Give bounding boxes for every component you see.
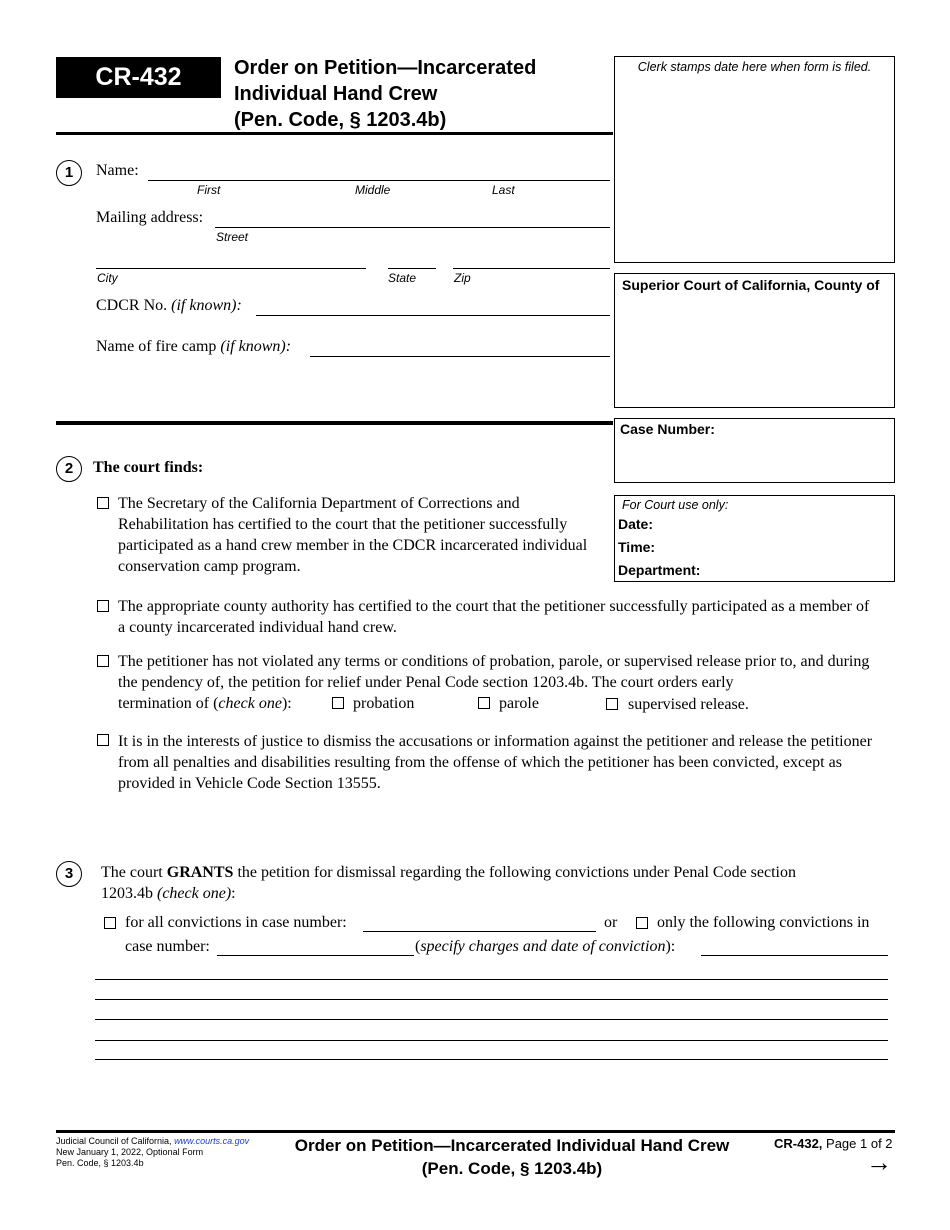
or-label: or: [604, 914, 618, 931]
court-department-label: Department:: [618, 562, 701, 578]
all-convictions-case-field[interactable]: [363, 931, 596, 932]
footer-form-number: CR-432,: [774, 1136, 823, 1151]
footer-revised: New January 1, 2022, Optional Form: [56, 1147, 204, 1157]
city-field[interactable]: [96, 268, 366, 269]
courts-website-link[interactable]: www.courts.ca.gov: [174, 1136, 250, 1146]
footer-page-number: Page 1 of 2: [822, 1136, 893, 1151]
state-caption: State: [388, 271, 417, 285]
zip-field[interactable]: [453, 268, 610, 269]
court-use-box: [614, 495, 895, 582]
header-rule: [56, 132, 613, 135]
probation-checkbox[interactable]: [332, 697, 344, 709]
footer-code: Pen. Code, § 1203.4b: [56, 1158, 144, 1168]
cdcr-field[interactable]: [256, 315, 610, 316]
next-page-arrow-icon[interactable]: →: [866, 1147, 892, 1177]
name-label: Name:: [96, 162, 139, 179]
specify-field[interactable]: [701, 955, 888, 956]
court-time-label: Time:: [618, 539, 656, 555]
form-number-badge: [56, 57, 221, 98]
footer-title: Order on Petition—Incarcerated Individual Hand Crew (Pen. Code, § 1203.4b): [294, 1136, 730, 1178]
section-1-number: 1: [56, 160, 82, 186]
convictions-line-4[interactable]: [95, 1040, 888, 1041]
case-number-label-s3: case number:: [125, 938, 210, 955]
cdcr-certified-checkbox[interactable]: [97, 497, 109, 509]
name-first-caption: First: [197, 183, 221, 197]
only-following-case-field[interactable]: [217, 955, 414, 956]
convictions-line-1[interactable]: [95, 979, 888, 980]
county-certified-text: The appropriate county authority has certified to the court that the petitioner successfully participated as a member of a county incarcerated individual hand crew.: [118, 598, 870, 636]
court-county-label: Superior Court of California, County of: [622, 277, 880, 293]
footer-rule: [56, 1130, 895, 1133]
interests-of-justice-checkbox[interactable]: [97, 734, 109, 746]
footer-council: Judicial Council of California,: [56, 1136, 175, 1146]
case-number-box[interactable]: [614, 418, 895, 483]
section-2-heading: The court finds:: [93, 459, 204, 476]
state-field[interactable]: [388, 268, 436, 269]
supervised-release-label: supervised release.: [628, 696, 749, 713]
name-middle-caption: Middle: [355, 183, 391, 197]
fire-camp-field[interactable]: [310, 356, 610, 357]
section-rule: [56, 421, 613, 425]
parole-checkbox[interactable]: [478, 697, 490, 709]
form-number: CR-432: [95, 63, 182, 91]
cdcr-certified-text: The Secretary of the California Department of Corrections and Rehabilitation has certified to the court that the petitioner successfully participated as a hand crew member in the CDCR incarcerated individual conservation camp program.: [118, 495, 588, 575]
specify-label: (specify charges and date of conviction):: [415, 938, 676, 955]
no-violation-checkbox[interactable]: [97, 655, 109, 667]
footer-meta: [56, 1136, 249, 1169]
grants-text-line2: 1203.4b (check one):: [101, 885, 236, 902]
supervised-release-checkbox[interactable]: [606, 698, 618, 710]
city-caption: City: [97, 271, 118, 285]
case-number-label: Case Number:: [620, 421, 715, 437]
clerk-stamp-text: Clerk stamps date here when form is filed.: [637, 60, 872, 74]
termination-label: termination of (check one):: [118, 695, 292, 712]
only-following-label: only the following convictions in: [657, 914, 870, 931]
street-field[interactable]: [215, 227, 610, 228]
interests-of-justice-text: It is in the interests of justice to dismiss the accusations or information against the petitioner and release the petitioner from all penalties and disabilities resulting from the offense of which the petitioner has been convicted, except as provided in Vehicle Code Section 13555.: [118, 733, 873, 792]
section-2-number: 2: [56, 456, 82, 482]
court-use-label: For Court use only:: [622, 498, 729, 512]
mailing-address-label: Mailing address:: [96, 209, 204, 226]
all-convictions-checkbox[interactable]: [104, 917, 116, 929]
convictions-line-5[interactable]: [95, 1059, 888, 1060]
grants-text: The court GRANTS the petition for dismissal regarding the following convictions under Penal Code section: [101, 864, 796, 881]
clerk-stamp-box: [614, 56, 895, 263]
street-caption: Street: [216, 230, 249, 244]
zip-caption: Zip: [454, 271, 471, 285]
probation-label: probation: [353, 695, 415, 712]
court-date-label: Date:: [618, 516, 654, 532]
cdcr-label: CDCR No. (if known):: [96, 297, 242, 314]
only-following-checkbox[interactable]: [636, 917, 648, 929]
fire-camp-label: Name of fire camp (if known):: [96, 338, 292, 355]
name-field[interactable]: [148, 180, 610, 181]
name-last-caption: Last: [492, 183, 515, 197]
no-violation-text: The petitioner has not violated any terms or conditions of probation, parole, or supervised release prior to, and during the pendency of, the petition for relief under Penal Code section 1203.4b. The court orders early: [118, 653, 870, 691]
form-title: Order on Petition—Incarcerated Individual Hand Crew (Pen. Code, § 1203.4b): [234, 57, 537, 131]
all-convictions-label: for all convictions in case number:: [125, 914, 347, 931]
county-certified-checkbox[interactable]: [97, 600, 109, 612]
convictions-line-2[interactable]: [95, 999, 888, 1000]
convictions-line-3[interactable]: [95, 1019, 888, 1020]
parole-label: parole: [499, 695, 539, 712]
section-3-number: 3: [56, 861, 82, 887]
court-county-box[interactable]: [614, 273, 895, 408]
